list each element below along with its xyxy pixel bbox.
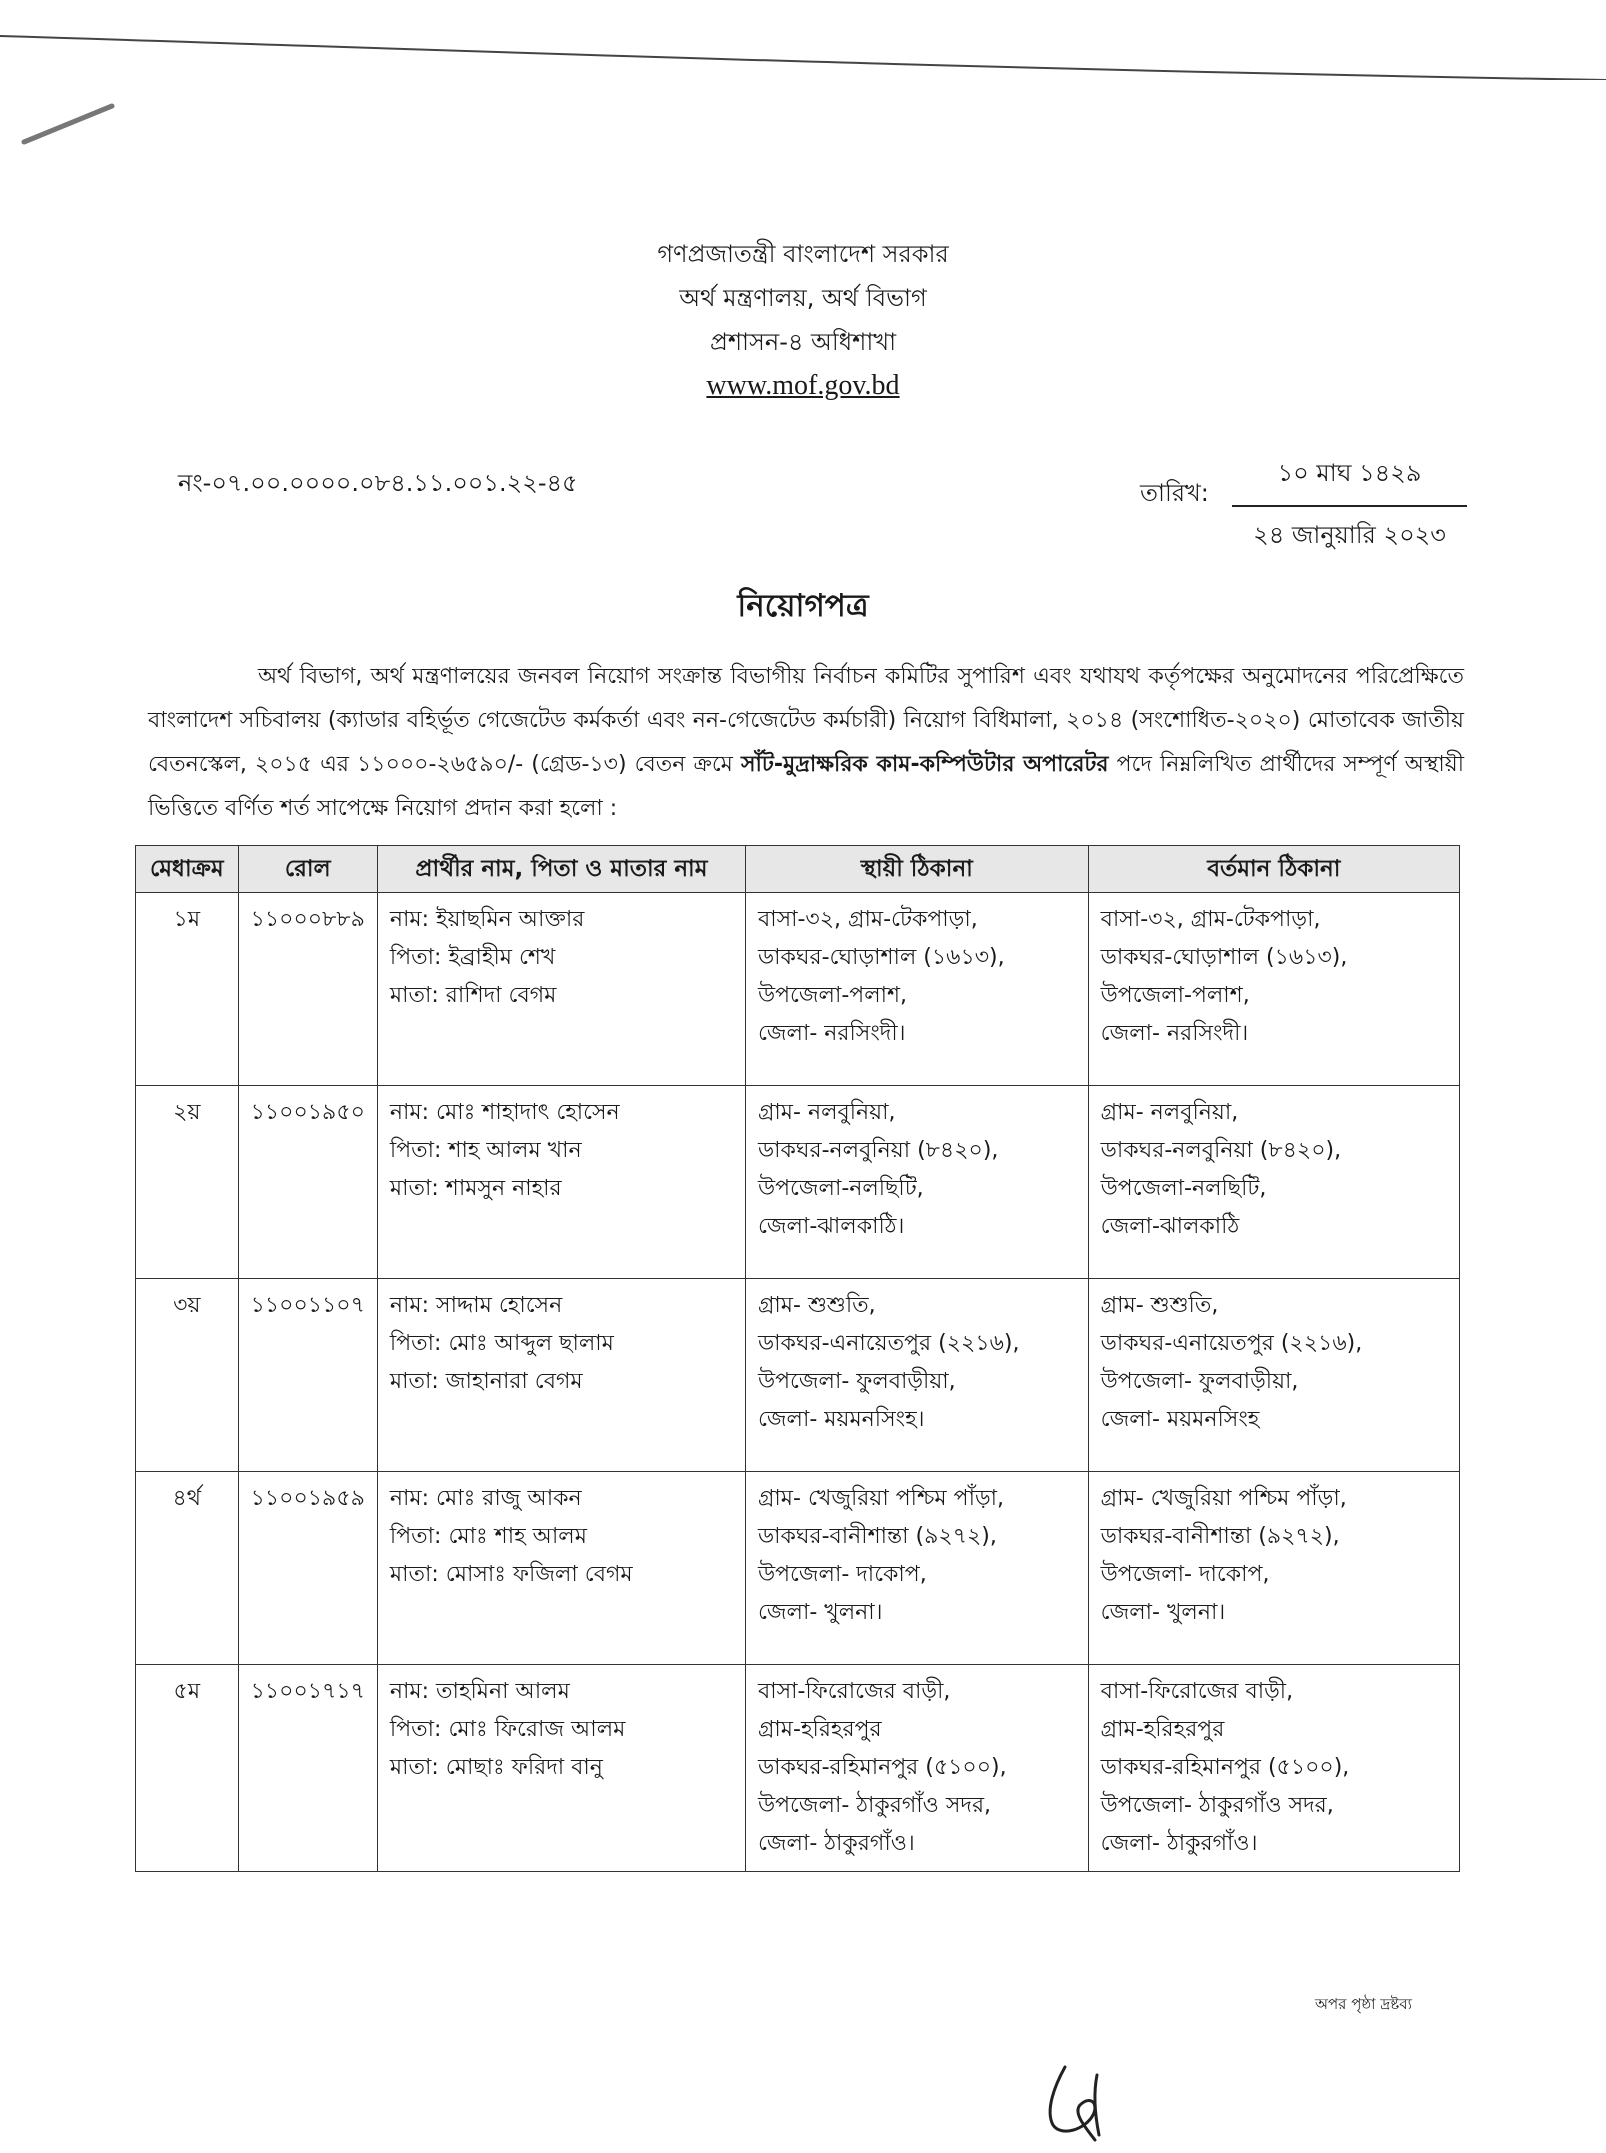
cell-permanent-address <box>745 1472 1088 1665</box>
address-line: গ্রাম- খেজুরিয়া পশ্চিম পাঁড়া, <box>757 1486 1005 1511</box>
date-label: তারিখ: <box>1140 479 1209 507</box>
address-line: জেলা- খুলনা। <box>757 1600 883 1625</box>
body-text-part2: পদে নিম্নলিখিত প্রার্থীদের সম্পূর্ণ অস্থায়ী ভিত্তিতে বর্ণিত শর্ত সাপেক্ষে নিয়োগ প্রদান করা হলো : <box>148 752 1465 821</box>
father-name: পিতা: শাহ আলম খান <box>389 1138 582 1163</box>
candidates-table <box>135 845 1460 1872</box>
body-text-part1: অর্থ বিভাগ, অর্থ মন্ত্রণালয়ের জনবল নিয়োগ সংক্রান্ত বিভাগীয় নির্বাচন কমিটির সুপারিশ এবং যথাযথ কর্তৃপক্ষের অনুমোদনের পরিপ্রেক্ষিতে বাংলাদেশ সচিবালয় (ক্যাডার বহির্ভূত গেজেটেড কর্মকর্তা এবং নন-গেজেটেড কর্মচারী) নিয়োগ বিধিমালা, ২০১৪ (সংশোধিত-২০২০) মোতাবেক জাতীয় বেতনস্কেল, ২০১৫ এর ১১০০০-২৬৫৯০/- (গ্রেড-১৩) বেতন ক্রমে <box>148 664 1464 777</box>
address-line: ডাকঘর-বানীশান্তা (৯২৭২), <box>757 1524 997 1549</box>
address-line: জেলা-ঝালকাঠি। <box>757 1214 905 1239</box>
cell-rank: ৪র্থ <box>136 1472 239 1665</box>
address-line: জেলা- নরসিংদী। <box>757 1021 906 1046</box>
candidate-name: নাম: সাদ্দাম হোসেন <box>389 1293 563 1318</box>
candidate-name: নাম: মোঃ শাহাদাৎ হোসেন <box>389 1100 620 1125</box>
address-line: গ্রাম- শুশুতি, <box>757 1293 876 1318</box>
address-line: বাসা-ফিরোজের বাড়ী, <box>1100 1679 1294 1704</box>
date-bangla: ১০ মাঘ ১৪২৯ <box>1232 455 1467 507</box>
candidate-name: নাম: মোঃ রাজু আকন <box>389 1486 582 1511</box>
cell-permanent-address <box>745 1279 1088 1472</box>
address-line: উপজেলা- ঠাকুরগাঁও সদর, <box>757 1793 992 1818</box>
cell-names <box>377 1279 745 1472</box>
address-line: ডাকঘর-বানীশান্তা (৯২৭২), <box>1100 1524 1340 1549</box>
memo-number: নং-০৭.০০.০০০০.০৮৪.১১.০০১.২২-৪৫ <box>178 469 578 497</box>
address-line: ডাকঘর-রহিমানপুর (৫১০০), <box>757 1755 1007 1780</box>
cell-names <box>377 1472 745 1665</box>
header-roll: রোল <box>238 846 377 893</box>
address-line: উপজেলা-পলাশ, <box>757 983 907 1008</box>
header-government: গণপ্রজাতন্ত্রী বাংলাদেশ সরকার <box>657 240 949 268</box>
document-title: নিয়োগপত্র <box>737 588 869 624</box>
address-line: জেলা- খুলনা। <box>1100 1600 1226 1625</box>
address-line: বাসা-৩২, গ্রাম-টেকপাড়া, <box>757 907 978 932</box>
post-name: সাঁট-মুদ্রাক্ষরিক কাম-কম্পিউটার অপারেটর <box>740 752 1109 777</box>
scan-edge-line <box>0 28 1606 80</box>
address-line: উপজেলা- ফুলবাড়ীয়া, <box>757 1369 956 1394</box>
date-block <box>1232 455 1467 557</box>
body-paragraph <box>148 655 1464 831</box>
table-row <box>136 1472 1460 1665</box>
address-line: গ্রাম- নলবুনিয়া, <box>757 1100 896 1125</box>
father-name: পিতা: মোঃ শাহ আলম <box>389 1524 587 1549</box>
header-name: প্রার্থীর নাম, পিতা ও মাতার নাম <box>377 846 745 893</box>
address-line: ডাকঘর-রহিমানপুর (৫১০০), <box>1100 1755 1350 1780</box>
address-line: গ্রাম-হরিহরপুর <box>1100 1717 1225 1742</box>
header-permanent-address: স্থায়ী ঠিকানা <box>745 846 1088 893</box>
address-line: জেলা-ঝালকাঠি <box>1100 1214 1240 1239</box>
cell-roll: ১১০০১৯৫০ <box>238 1086 377 1279</box>
table-header-row <box>136 846 1460 893</box>
header-ministry: অর্থ মন্ত্রণালয়, অর্থ বিভাগ <box>679 284 927 312</box>
header-rank: মেধাক্রম <box>136 846 239 893</box>
cell-present-address <box>1088 1665 1459 1872</box>
mother-name: মাতা: রাশিদা বেগম <box>389 983 557 1008</box>
mother-name: মাতা: শামসুন নাহার <box>389 1176 562 1201</box>
cell-permanent-address <box>745 893 1088 1086</box>
see-overleaf-note: অপর পৃষ্ঠা দ্রষ্টব্য <box>1315 1995 1412 2013</box>
address-line: ডাকঘর-এনায়েতপুর (২২১৬), <box>1100 1331 1363 1356</box>
address-line: জেলা- ঠাকুরগাঁও। <box>1100 1831 1258 1856</box>
cell-permanent-address <box>745 1665 1088 1872</box>
address-line: ডাকঘর-এনায়েতপুর (২২১৬), <box>757 1331 1020 1356</box>
address-line: বাসা-ফিরোজের বাড়ী, <box>757 1679 951 1704</box>
cell-roll: ১১০০১৭১৭ <box>238 1665 377 1872</box>
address-line: জেলা- ঠাকুরগাঁও। <box>757 1831 915 1856</box>
cell-present-address <box>1088 1472 1459 1665</box>
address-line: গ্রাম- খেজুরিয়া পশ্চিম পাঁড়া, <box>1100 1486 1347 1511</box>
address-line: উপজেলা- দাকোপ, <box>1100 1562 1270 1587</box>
address-line: উপজেলা-নলছিটি, <box>757 1176 924 1201</box>
cell-names <box>377 1665 745 1872</box>
cell-roll: ১১০০০৮৮৯ <box>238 893 377 1086</box>
header-section: প্রশাসন-৪ অধিশাখা <box>709 328 897 356</box>
cell-permanent-address <box>745 1086 1088 1279</box>
father-name: পিতা: মোঃ আব্দুল ছালাম <box>389 1331 614 1356</box>
table-row <box>136 893 1460 1086</box>
mother-name: মাতা: জাহানারা বেগম <box>389 1369 583 1394</box>
letterhead <box>0 232 1606 408</box>
address-line: উপজেলা- ফুলবাড়ীয়া, <box>1100 1369 1299 1394</box>
address-line: জেলা- নরসিংদী। <box>1100 1021 1249 1046</box>
address-line: গ্রাম- নলবুনিয়া, <box>1100 1100 1239 1125</box>
cell-rank: ৩য় <box>136 1279 239 1472</box>
cell-roll: ১১০০১৯৫৯ <box>238 1472 377 1665</box>
father-name: পিতা: ইব্রাহীম শেখ <box>389 945 556 970</box>
table-row <box>136 1665 1460 1872</box>
address-line: বাসা-৩২, গ্রাম-টেকপাড়া, <box>1100 907 1321 932</box>
cell-present-address <box>1088 1279 1459 1472</box>
signature-initial <box>1035 2055 1125 2145</box>
address-line: ডাকঘর-ঘোড়াশাল (১৬১৩), <box>1100 945 1348 970</box>
address-line: জেলা- ময়মনসিংহ <box>1100 1407 1260 1432</box>
date-english: ২৪ জানুয়ারি ২০২৩ <box>1253 521 1446 549</box>
address-line: উপজেলা-পলাশ, <box>1100 983 1250 1008</box>
address-line: ডাকঘর-ঘোড়াশাল (১৬১৩), <box>757 945 1005 970</box>
cell-rank: ২য় <box>136 1086 239 1279</box>
table-row <box>136 1086 1460 1279</box>
cell-roll: ১১০০১১০৭ <box>238 1279 377 1472</box>
cell-present-address <box>1088 893 1459 1086</box>
address-line: ডাকঘর-নলবুনিয়া (৮৪২০), <box>1100 1138 1342 1163</box>
address-line: গ্রাম-হরিহরপুর <box>757 1717 882 1742</box>
cell-names <box>377 1086 745 1279</box>
cell-rank: ১ম <box>136 893 239 1086</box>
address-line: উপজেলা-নলছিটি, <box>1100 1176 1267 1201</box>
address-line: গ্রাম- শুশুতি, <box>1100 1293 1219 1318</box>
address-line: ডাকঘর-নলবুনিয়া (৮৪২০), <box>757 1138 999 1163</box>
cell-names <box>377 893 745 1086</box>
father-name: পিতা: মোঃ ফিরোজ আলম <box>389 1717 626 1742</box>
address-line: জেলা- ময়মনসিংহ। <box>757 1407 925 1432</box>
mother-name: মাতা: মোসাঃ ফজিলা বেগম <box>389 1562 633 1587</box>
address-line: উপজেলা- দাকোপ, <box>757 1562 927 1587</box>
pen-mark <box>20 100 120 150</box>
header-present-address: বর্তমান ঠিকানা <box>1088 846 1459 893</box>
cell-present-address <box>1088 1086 1459 1279</box>
mother-name: মাতা: মোছাঃ ফরিদা বানু <box>389 1755 603 1780</box>
address-line: উপজেলা- ঠাকুরগাঁও সদর, <box>1100 1793 1334 1818</box>
candidate-name: নাম: তাহমিনা আলম <box>389 1679 570 1704</box>
header-website-link[interactable]: www.mof.gov.bd <box>706 370 900 401</box>
cell-rank: ৫ম <box>136 1665 239 1872</box>
table-row <box>136 1279 1460 1472</box>
candidate-name: নাম: ইয়াছমিন আক্তার <box>389 907 585 932</box>
